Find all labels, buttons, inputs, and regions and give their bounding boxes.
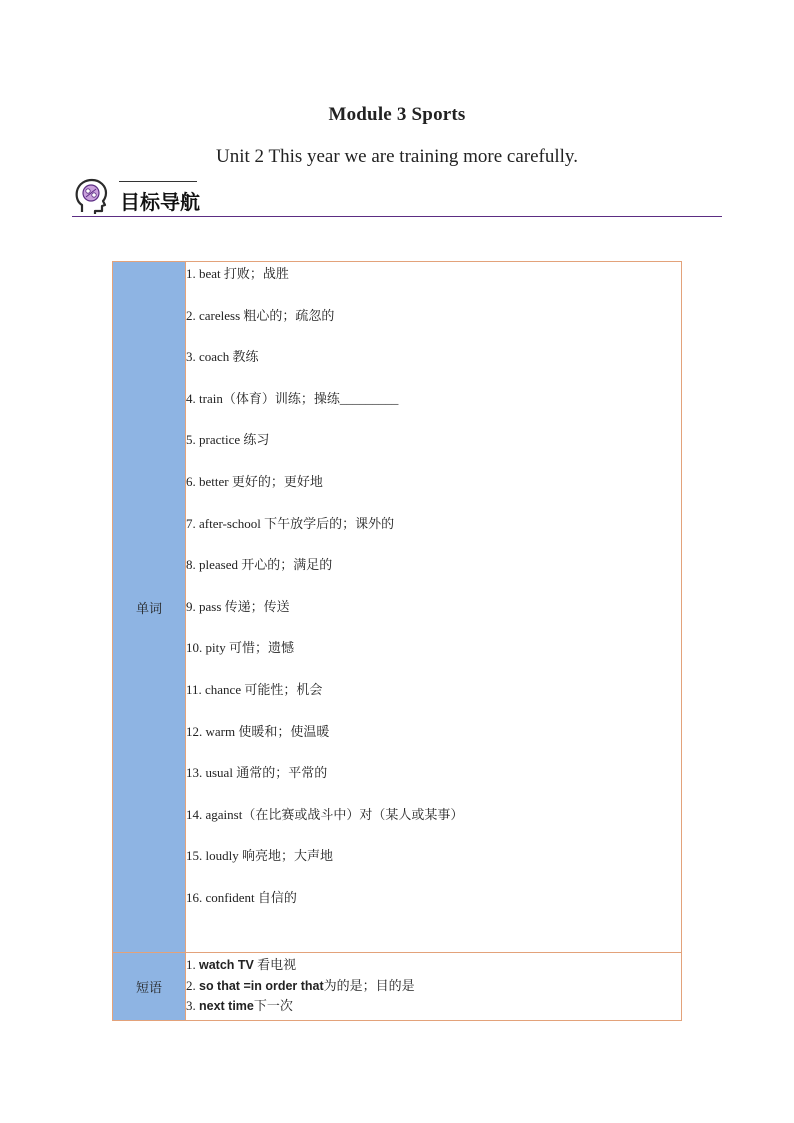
phrase-english: watch TV xyxy=(199,958,254,972)
word-item: 4. train（体育）训练；操练_________ xyxy=(186,390,399,406)
phrases-category-cell: 短语 xyxy=(113,953,186,1021)
phrase-english: so that =in order that xyxy=(199,978,324,993)
phrase-number: 2. xyxy=(186,977,199,993)
phrase-item xyxy=(186,977,681,998)
module-title: Module 3 Sports xyxy=(328,104,466,125)
phrases-content-cell xyxy=(186,953,682,1021)
unit-title: Unit 2 This year we are training more carefully. xyxy=(216,146,578,167)
vocabulary-table xyxy=(112,261,682,1021)
word-item: 11. chance 可能性；机会 xyxy=(186,681,323,697)
word-item: 16. confident 自信的 xyxy=(186,889,297,905)
phrase-chinese: 为的是；目的是 xyxy=(323,977,415,993)
word-item: 1. beat 打败；战胜 xyxy=(186,266,289,281)
phrase-item xyxy=(186,956,681,977)
word-item: 7. after-school 下午放学后的；课外的 xyxy=(186,515,395,531)
word-item: 15. loudly 响亮地；大声地 xyxy=(186,848,333,864)
phrase-item xyxy=(186,997,681,1018)
phrase-list xyxy=(186,953,681,1020)
phrase-chinese: 下一次 xyxy=(253,998,293,1013)
header-top-line xyxy=(119,181,197,182)
word-item: 3. coach 教练 xyxy=(186,349,259,365)
section-header xyxy=(72,176,722,220)
word-item: 14. against（在比赛或战斗中）对（某人或某事） xyxy=(186,806,464,822)
phrase-chinese: 看电视 xyxy=(253,957,297,972)
words-content-cell xyxy=(186,262,682,953)
phrase-number: 3. xyxy=(186,998,199,1013)
word-item: 13. usual 通常的；平常的 xyxy=(186,765,328,781)
section-label: 目标导航 xyxy=(120,190,200,214)
word-list xyxy=(186,262,681,952)
word-item: 8. pleased 开心的；满足的 xyxy=(186,557,333,573)
words-category-cell: 单词 xyxy=(113,262,186,953)
head-brain-icon xyxy=(74,178,108,216)
word-item: 10. pity 可惜；遗憾 xyxy=(186,640,294,656)
word-item: 5. practice 练习 xyxy=(186,432,270,448)
header-underline xyxy=(72,216,722,217)
word-item: 6. better 更好的；更好地 xyxy=(186,473,323,489)
phrase-number: 1. xyxy=(186,957,199,972)
word-item: 2. careless 粗心的；疏忽的 xyxy=(186,307,335,323)
phrase-english: next time xyxy=(199,999,254,1013)
words-row xyxy=(113,262,682,953)
phrases-row xyxy=(113,953,682,1021)
word-item: 12. warm 使暖和；使温暖 xyxy=(186,723,330,739)
word-item: 9. pass 传递；传送 xyxy=(186,598,290,614)
